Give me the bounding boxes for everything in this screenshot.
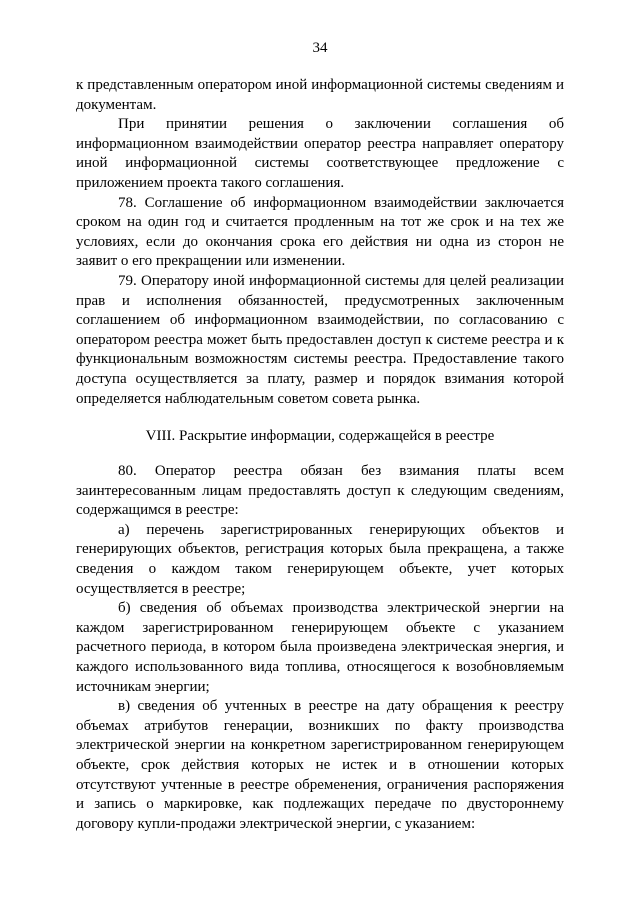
- document-body: [76, 76, 564, 834]
- paragraph-80-v: в) сведения об учтенных в реестре на дату обращения к реестру объемах атрибутов генерации, возникших по факту производства электрической энергии на конкретном зарегистрированном генерирующем объекте, срок действия которых не истек и в отношении которых отсутствуют учтенные в реестре обременения, ограничения распоряжения и запись о маркировке, как подлежащих передаче по двустороннему договору купли-продажи электрической энергии, с указанием:: [76, 698, 564, 832]
- paragraph-80-b: б) сведения об объемах производства электрической энергии на каждом зарегистрированном генерирующем объекте с указанием расчетного периода, в котором была произведена электрическая энергия, и каждого использованного вида топлива, относящегося к возобновляемым источникам энергии;: [76, 600, 564, 695]
- paragraph-agreement-proposal: При принятии решения о заключении соглашения об информационном взаимодействии оператор реестра направляет оператору иной информационной системы соответствующее предложение с приложением проекта такого соглашения.: [76, 116, 564, 191]
- paragraph-80: 80. Оператор реестра обязан без взимания платы всем заинтересованным лицам предоставлять доступ к следующим сведениям, содержащимся в реестре:: [76, 463, 564, 519]
- page-number: 34: [312, 40, 328, 56]
- section-heading-viii: VIII. Раскрытие информации, содержащейся в реестре: [145, 428, 495, 445]
- paragraph-continuation: к представленным оператором иной информационной системы сведениям и документам.: [76, 77, 564, 113]
- paragraph-80-a: а) перечень зарегистрированных генерирующих объектов и генерирующих объектов, регистрация которых была прекращена, а также сведения о каждом таком генерирующем объекте, учет которых осуществляется в реестре;: [76, 521, 564, 597]
- paragraph-78: 78. Соглашение об информационном взаимодействии заключается сроком на один год и считается продленным на тот же срок и на тех же условиях, если до окончания срока его действия ни одна из сторон не заявит о его прекращении или изменении.: [76, 194, 564, 270]
- paragraph-79: 79. Оператору иной информационной системы для целей реализации прав и исполнения обязанностей, предусмотренных заключенным соглашением об информационном взаимодействии, по согласованию с оператором реестра может быть предоставлен доступ к системе реестра и к функциональным возможностям системы реестра. Предоставление такого доступа осуществляется за плату, размер и порядок взимания которой определяется наблюдательным советом совета рынка.: [76, 272, 564, 407]
